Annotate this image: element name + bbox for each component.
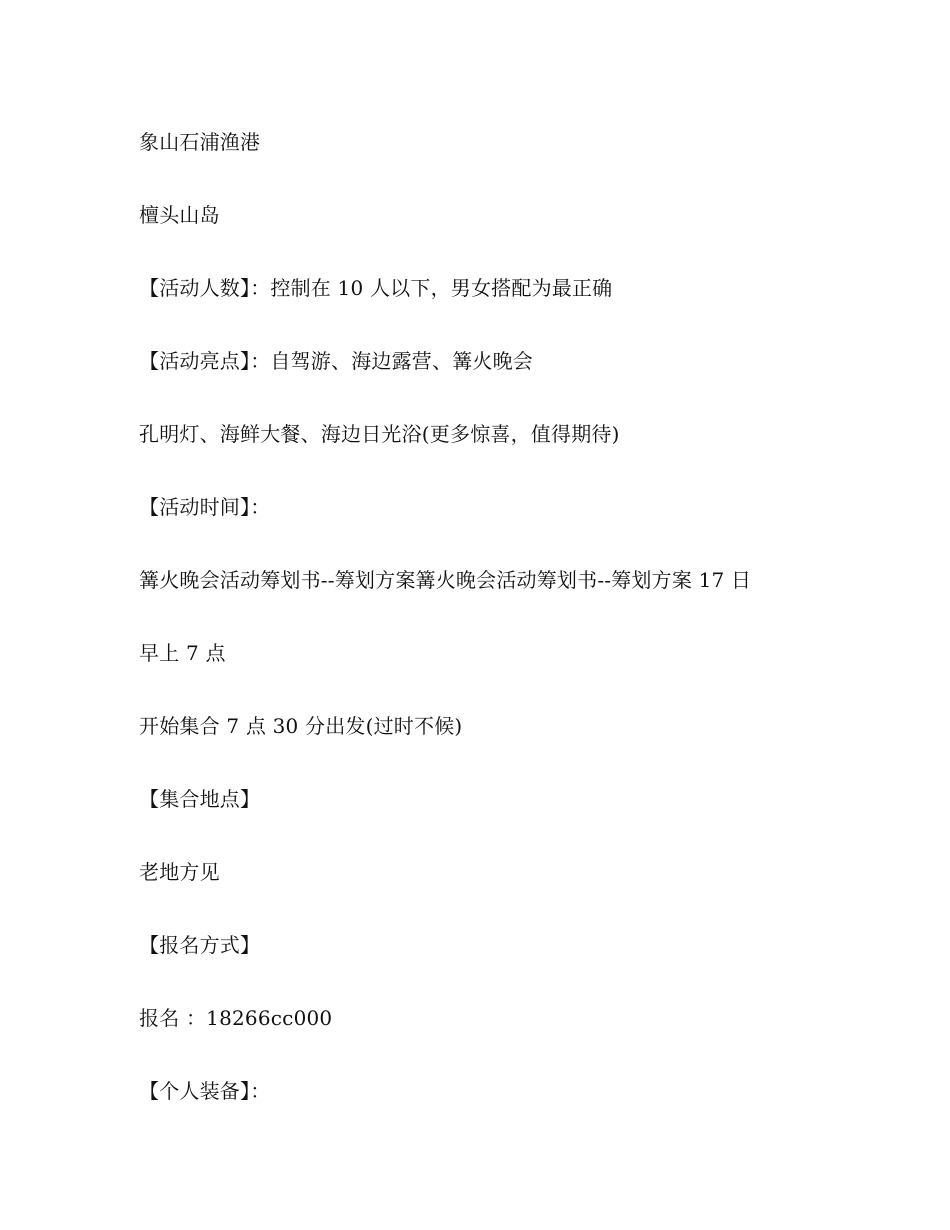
heading-meeting-place: 【集合地点】 xyxy=(139,787,261,811)
paragraph-meeting-place: 老地方见 xyxy=(139,860,220,884)
paragraph-location-1: 象山石浦渔港 xyxy=(139,130,261,154)
paragraph-highlights: 【活动亮点】：自驾游、海边露营、篝火晚会 xyxy=(139,349,533,373)
heading-registration: 【报名方式】 xyxy=(139,933,261,957)
heading-activity-time: 【活动时间】： xyxy=(139,495,271,519)
paragraph-location-2: 檀头山岛 xyxy=(139,203,220,227)
paragraph-registration-contact: 报名 ：18266cc000 xyxy=(139,1006,333,1030)
paragraph-participants: 【活动人数】：控制在 10 人以下，男女搭配为最正确 xyxy=(139,276,613,300)
paragraph-highlights-more: 孔明灯、海鲜大餐、海边日光浴(更多惊喜，值得期待) xyxy=(139,422,620,446)
paragraph-morning-time: 早上 7 点 xyxy=(139,641,226,665)
heading-personal-gear: 【个人装备】： xyxy=(139,1079,271,1103)
paragraph-time-detail: 篝火晚会活动筹划书--筹划方案篝火晚会活动筹划书--筹划方案 17 日 xyxy=(139,568,752,592)
paragraph-departure: 开始集合 7 点 30 分出发(过时不候) xyxy=(139,714,463,738)
